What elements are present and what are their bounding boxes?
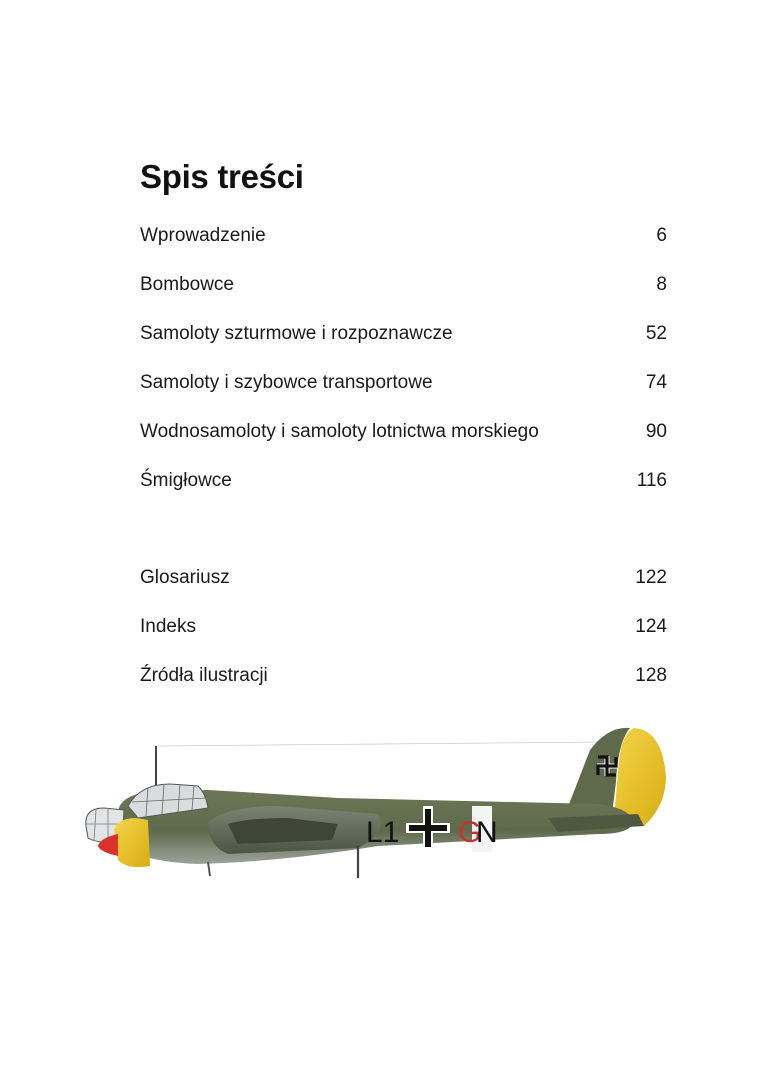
toc-entry	[140, 417, 667, 466]
toc-entry-page: 6	[656, 225, 667, 246]
toc-main-list	[140, 221, 667, 515]
toc-entry-label: Samoloty i szybowce transportowe	[140, 372, 433, 393]
fuselage-code-red: G	[458, 816, 482, 849]
toc-entry-page: 8	[656, 274, 667, 295]
toc-entry-label: Samoloty szturmowe i rozpoznawcze	[140, 323, 453, 344]
toc-entry	[140, 319, 667, 368]
antenna-wire	[158, 742, 608, 746]
fuselage-code-left: L1	[366, 816, 400, 849]
toc-entry	[140, 221, 667, 270]
aircraft-side-view-icon	[78, 722, 678, 882]
toc-entry-page: 52	[645, 323, 667, 344]
landing-gear	[208, 862, 210, 876]
engine-cowling	[114, 818, 150, 867]
toc-entry-label: Wprowadzenie	[140, 225, 266, 246]
toc-entry-label: Glosariusz	[140, 567, 230, 588]
toc-entry-page: 128	[635, 665, 667, 686]
toc-entry	[140, 661, 667, 710]
toc-entry-label: Indeks	[140, 616, 196, 637]
toc-entry-page: 124	[635, 616, 667, 637]
toc-entry	[140, 612, 667, 661]
toc-entry-label: Wodnosamoloty i samoloty lotnictwa morskiego	[140, 421, 539, 442]
toc-entry	[140, 563, 667, 612]
toc-entry	[140, 368, 667, 417]
toc-entry-label: Bombowce	[140, 274, 234, 295]
toc-back-matter-list	[140, 563, 667, 710]
toc-entry	[140, 270, 667, 319]
toc-entry-label: Źródła ilustracji	[140, 665, 268, 686]
fuselage-code-right: N	[476, 816, 498, 849]
toc-entry-page: 122	[635, 567, 667, 588]
toc-entry	[140, 466, 667, 515]
page-title: Spis treści	[140, 158, 304, 196]
toc-entry-page: 116	[636, 470, 667, 491]
toc-entry-page: 74	[645, 372, 667, 393]
toc-entry-label: Śmigłowce	[140, 470, 232, 491]
toc-entry-page: 90	[645, 421, 667, 442]
